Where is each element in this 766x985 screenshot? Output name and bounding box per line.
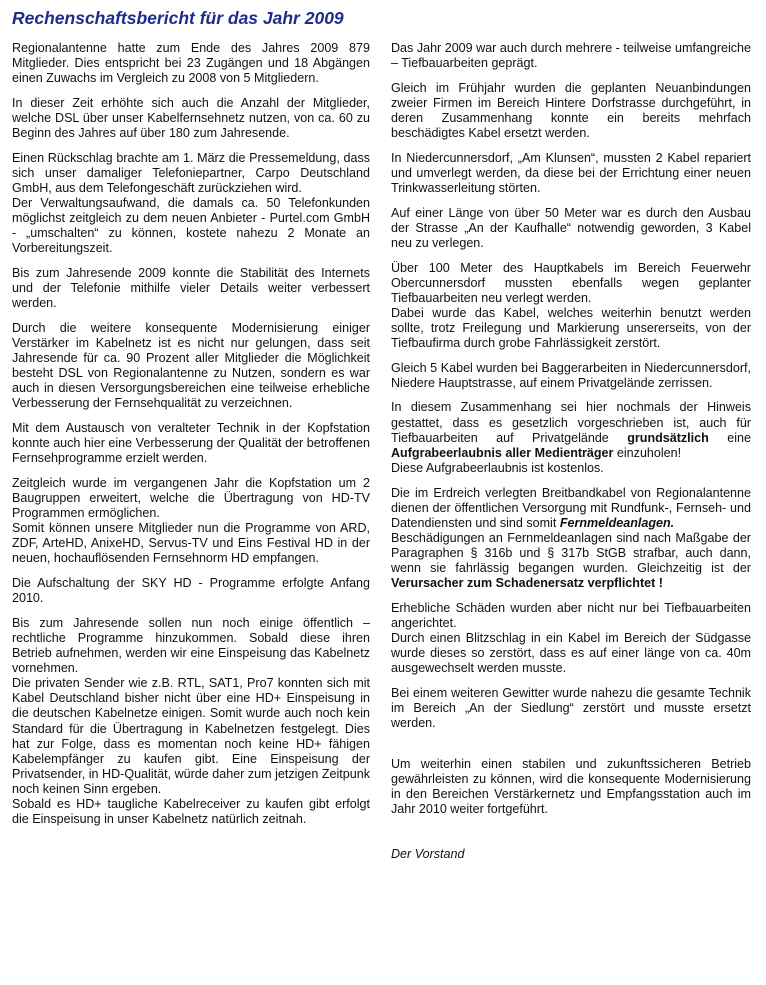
page-title: Rechenschaftsbericht für das Jahr 2009 — [12, 8, 344, 28]
signature: Der Vorstand — [391, 847, 465, 862]
paragraph-main-cable: Über 100 Meter des Hauptkabels im Bereich Feuerwehr Obercunnersdorf mussten ebenfalls wegen geplanter Tiefbauarbeiten neu verlegt werden. — [391, 260, 751, 305]
paragraph-damage-causes: Erhebliche Schäden wurden aber nicht nur bei Tiefbauarbeiten angerichtet. — [391, 600, 751, 630]
permit-notice-text: In diesem Zusammenhang sei hier nochmals der Hinweis gestattet, dass es gesetzlich vorgeschrieben ist, auch für Tiefbauarbeiten auf Privatgelände — [391, 400, 751, 445]
paragraph-permit-notice — [391, 400, 751, 460]
paragraph-private-channels: Die privaten Sender wie z.B. RTL, SAT1, Pro7 konnten sich mit Kabel Deutschland bisher nicht über eine HD+ Einspeisung in die deutschen Kabelnetze einigen. Somit wurde auch noch kein Standard für die Übertragung in Kabelnetzen festgelegt. Dies hat zur Folge, dass es momentan noch keine HD+ fähigen Kabelempfänger zu kaufen gibt. Eine Einspeisung der Privatsender, in HD-Qualität, würde daher zum jetzigen Zeitpunk noch keinen Sinn ergeben. — [12, 676, 370, 796]
paragraph-stability: Bis zum Jahresende 2009 konnte die Stabilität des Internets und der Telefonie mithilfe vieler Details weiter verbessert werden. — [12, 266, 370, 311]
paragraph-admin-effort: Der Verwaltungsaufwand, die damals ca. 50 Telefonkunden möglichst zeitgleich zu dem neuen Anbieter - Purtel.com GmbH - „umschalten“ zu können, kostete nahezu 2 Monate an Vorbereitungszeit. — [12, 196, 370, 256]
paragraph-permit-free: Diese Aufgrabeerlaubnis ist kostenlos. — [391, 460, 604, 475]
broadband-text: Die im Erdreich verlegten Breitbandkabel von Regionalantenne dienen der öffentlichen Versorgung mit Rundfunk-, Fernseh- und Datendiensten und sind somit — [391, 485, 751, 530]
paragraph-construction: Das Jahr 2009 war auch durch mehrere - teilweise umfangreiche – Tiefbauarbeiten geprägt. — [391, 41, 751, 71]
paragraph-hd-extension: Zeitgleich wurde im vergangenen Jahr die Kopfstation um 2 Baugruppen erweitert, welche die Übertragung von HD-TV Programmen ermöglichen. — [12, 475, 370, 521]
paragraph-members: Regionalantenne hatte zum Ende des Jahres 2009 879 Mitglieder. Dies entspricht bei 23 Zugängen und 18 Abgängen einen Zuwachs im Vergleich zu 2008 von 5 Mitgliedern. — [12, 41, 370, 86]
paragraph-new-connections: Gleich im Frühjahr wurden die geplanten Neuanbindungen zweier Firmen im Bereich Hintere Dorfstrasse durchgeführt, in deren Zusammenhang konnte ein bereits mehrfach beschädigtes Kabel ersetzt werden. — [391, 80, 751, 141]
permit-notice-end: einzuholen! — [616, 445, 682, 460]
paragraph-kaufhalle: Auf einer Länge von über 50 Meter war es durch den Ausbau der Strasse „An der Kaufhalle“ notwendig geworden, 3 Kabel neu zu verlegen. — [391, 205, 751, 250]
paragraph-negligence: Dabei wurde das Kabel, welches weiterhin benutzt werden sollte, trotz Freilegung und Markierung unsererseits, von der Tiefbaufirma durch grobe Fahrlässigkeit zerstört. — [391, 305, 751, 350]
telecom-installations: Fernmeldeanlagen. — [559, 515, 675, 530]
right-column — [391, 41, 751, 872]
permit-emphasis: grundsätzlich — [627, 430, 709, 445]
paragraph-thunderstorm: Bei einem weiteren Gewitter wurde nahezu die gesamte Technik im Bereich „An der Siedlung“ zerstört und musste ersetzt werden. — [391, 685, 751, 730]
damages-text: Beschädigungen an Fernmeldeanlagen sind nach Maßgabe der Paragraphen § 316b und § 317b StGB strafbar, auch dann, wenn sie fahrlässig begangen wurden. Gleichzeitig ist der — [391, 530, 751, 575]
paragraph-am-klunsen: In Niedercunnersdorf, „Am Klunsen“, mussten 2 Kabel repariert und umverlegt werden, da diese bei der Errichtung einer neuen Trinkwasserleitung störten. — [391, 150, 751, 195]
paragraph-excavator: Gleich 5 Kabel wurden bei Baggerarbeiten in Niedercunnersdorf, Niedere Hauptstrasse, auf einem Privatgelände zerrissen. — [391, 360, 751, 390]
paragraph-setback: Einen Rückschlag brachte am 1. März die Pressemeldung, dass sich unser damaliger Telefoniepartner, Carpo Deutschland GmbH, aus dem Telefongeschäft zurückziehen wird. — [12, 150, 370, 195]
paragraph-damages — [391, 531, 751, 591]
paragraph-headend: Mit dem Austausch von veralteter Technik in der Kopfstation konnte auch hier eine Verbesserung der Qualität der betroffenen Fernsehprogramme erzielt werden. — [12, 421, 370, 466]
liability-notice: Verursacher zum Schadenersatz verpflichtet ! — [391, 576, 663, 591]
paragraph-sky-hd: Die Aufschaltung der SKY HD - Programme erfolgte Anfang 2010. — [12, 576, 370, 606]
paragraph-modernisation: Durch die weitere konsequente Modernisierung einiger Verstärker im Kabelnetz ist es nicht nur gelungen, dass seit Jahresende für ca. 90 Prozent aller Mitglieder die Möglichkeit besteht DSL von Regionalantenne zu Nutzen, sondern es war auch in diesen Versorgungsbereichen eine teilweise erhebliche Verbesserung der Fernsehqualität zu verzeichnen. — [12, 320, 370, 411]
left-column — [12, 41, 370, 837]
paragraph-hd-programs: Somit können unsere Mitglieder nun die Programme von ARD, ZDF, ArteHD, AnixeHD, Servus-TV und Eins Festival HD in der neuen, hochauflösenden Fernsehnorm HD empfangen. — [12, 521, 370, 566]
paragraph-public-programs: Bis zum Jahresende sollen nun noch einige öffentlich – rechtliche Programme hinzukommen. Sobald diese ihren Betrieb aufnehmen, werden wir eine Einspeisung das Kabelnetz vornehmen. — [12, 615, 370, 676]
paragraph-broadband — [391, 486, 751, 531]
paragraph-hd-plus-receivers: Sobald es HD+ taugliche Kabelreceiver zu kaufen gibt erfolgt die Einspeisung in unser Kabelnetz natürlich zeitnah. — [12, 796, 370, 827]
paragraph-outlook: Um weiterhin einen stabilen und zukunftssicheren Betrieb gewährleisten zu können, wird die konsequente Modernisierung in den Bereichen Verstärkernetz und Empfangsstation auch im Jahr 2010 weiter fortgeführt. — [391, 757, 751, 817]
paragraph-lightning: Durch einen Blitzschlag in ein Kabel im Bereich der Südgasse wurde dieses so zerstört, dass es auf einer länge von ca. 40m ausgewechselt werden musste. — [391, 630, 751, 676]
permit-requirement: Aufgrabeerlaubnis aller Medienträger — [391, 445, 614, 460]
paragraph-dsl: In dieser Zeit erhöhte sich auch die Anzahl der Mitglieder, welche DSL über unser Kabelfernsehnetz nutzen, von ca. 60 zu Beginn des Jahres auf über 180 zum Jahresende. — [12, 95, 370, 141]
permit-notice-word: eine — [727, 430, 751, 445]
